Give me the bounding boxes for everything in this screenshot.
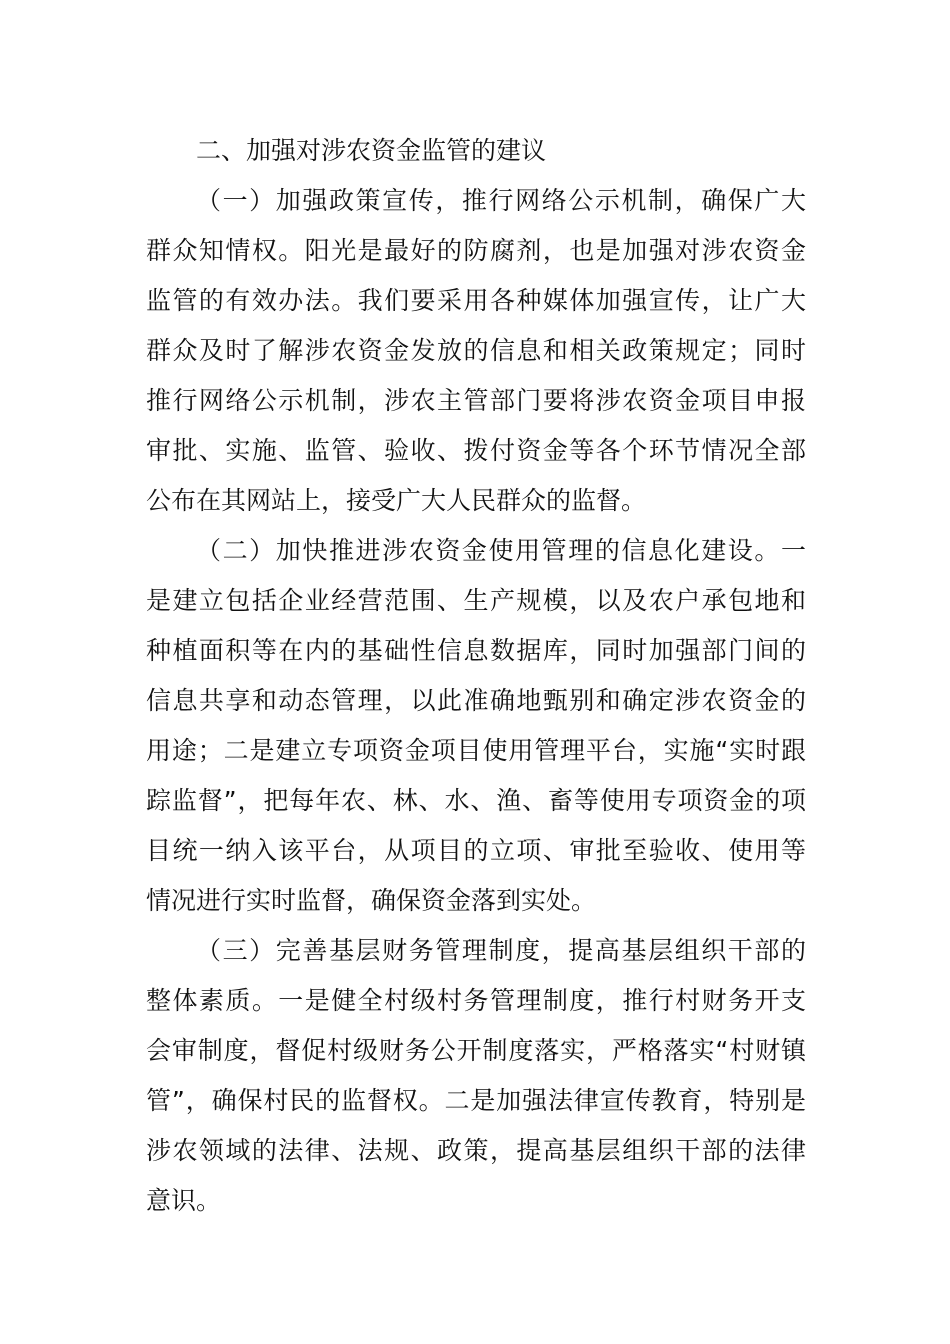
paragraph-line: 监管的有效办法。我们要采用各种媒体加强宣传，让广大: [146, 286, 806, 315]
paragraph-line: （三）完善基层财务管理制度，提高基层组织干部的: [196, 936, 806, 965]
paragraph-line: 踪监督”，把每年农、林、水、渔、畜等使用专项资金的项: [146, 786, 806, 815]
paragraph-line: 目统一纳入该平台，从项目的立项、审批至验收、使用等: [146, 836, 806, 865]
paragraph-line: 意识。: [146, 1186, 222, 1215]
paragraph-line: 公布在其网站上，接受广大人民群众的监督。: [146, 486, 647, 515]
paragraph-line: 用途；二是建立专项资金项目使用管理平台，实施“实时跟: [146, 736, 806, 765]
paragraph-line: 管”，确保村民的监督权。二是加强法律宣传教育，特别是: [146, 1086, 806, 1115]
paragraph-line: 群众知情权。阳光是最好的防腐剂，也是加强对涉农资金: [146, 236, 806, 265]
paragraph-line: 群众及时了解涉农资金发放的信息和相关政策规定；同时: [146, 336, 806, 365]
paragraph-line: 信息共享和动态管理，以此准确地甄别和确定涉农资金的: [146, 686, 806, 715]
paragraph-line: 种植面积等在内的基础性信息数据库，同时加强部门间的: [146, 636, 806, 665]
paragraph-line: 会审制度，督促村级财务公开制度落实，严格落实“村财镇: [146, 1036, 806, 1065]
paragraph-line: （一）加强政策宣传，推行网络公示机制，确保广大: [196, 186, 806, 215]
section-heading: 二、加强对涉农资金监管的建议: [196, 136, 547, 165]
paragraph-line: 情况进行实时监督，确保资金落到实处。: [146, 886, 597, 915]
paragraph-line: 是建立包括企业经营范围、生产规模，以及农户承包地和: [146, 586, 806, 615]
paragraph-line: 整体素质。一是健全村级村务管理制度，推行村财务开支: [146, 986, 806, 1015]
paragraph-line: 涉农领域的法律、法规、政策，提高基层组织干部的法律: [146, 1136, 806, 1165]
paragraph-line: （二）加快推进涉农资金使用管理的信息化建设。一: [196, 536, 806, 565]
paragraph-line: 推行网络公示机制，涉农主管部门要将涉农资金项目申报: [146, 386, 806, 415]
paragraph-line: 审批、实施、监管、验收、拨付资金等各个环节情况全部: [146, 436, 806, 465]
